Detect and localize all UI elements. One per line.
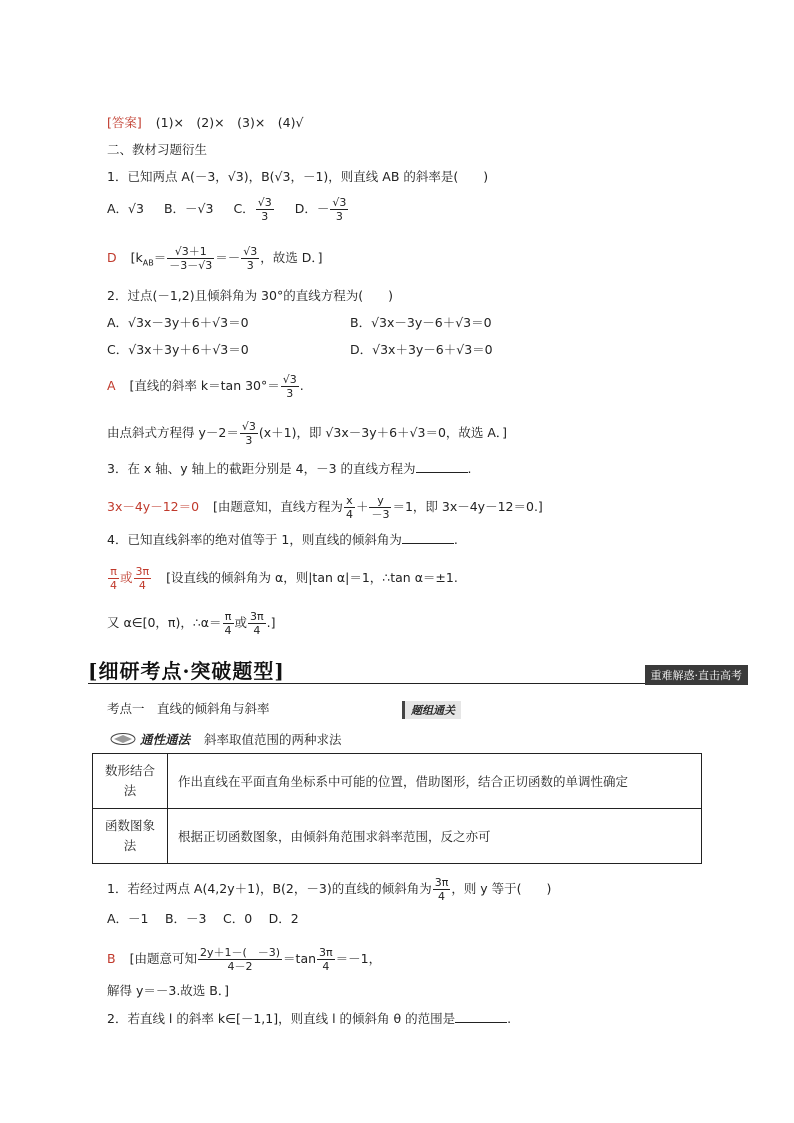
q1-option-c: C． $\frac{√3}{3}$ <box>233 196 272 223</box>
q3-stem: 3．在 x 轴、y 轴上的截距分别是 4，－3 的直线方程为 . <box>107 461 472 476</box>
answer-text: (1)× (2)× (3)× (4)√ <box>155 115 304 130</box>
p1-solution: B [由题意可知 $\frac{2y+1-( -3)}{4-2}$ ＝tan $\frac{3\pi}{4}$ ＝－1， <box>107 946 382 973</box>
method-icon <box>110 732 136 746</box>
table-row <box>93 809 702 864</box>
answer-tag: [答案] <box>107 115 142 130</box>
q1-option-d: D．－ $\frac{√3}{3}$ <box>294 196 347 223</box>
q2-option-c: C．√3x＋3y＋6＋√3＝0 <box>107 342 249 357</box>
p1-solution-2: 解得 y＝－3.故选 B．] <box>107 983 229 998</box>
method-title: 斜率取值范围的两种求法 <box>204 732 342 747</box>
q4-solution-2: 又 α∈[0，π)，∴α＝ $\frac{\pi}{4}$ 或 $\frac{3\pi}{4}$ .] <box>107 610 276 637</box>
q3-solution: 3x－4y－12＝0 [由题意知，直线方程为 $\frac{x}{4}$ ＋ $\frac{y}{-3}$ ＝1，即 3x－4y－12＝0.] <box>107 494 543 521</box>
answer-line <box>107 114 303 132</box>
q2-solution-2: 由点斜式方程得 y－2＝ $\frac{√3}{3}$ (x＋1)，即 √3x－3y＋6＋√3＝0，故选 A．] <box>107 420 508 447</box>
table-row <box>93 754 702 809</box>
q4-stem: 4．已知直线斜率的绝对值等于 1，则直线的倾斜角为 . <box>107 532 458 547</box>
p2-stem: 2．若直线 l 的斜率 k∈[－1,1]，则直线 l 的倾斜角 θ 的范围是 . <box>107 1011 512 1026</box>
section-title: [细研考点·突破题型] <box>88 659 285 683</box>
q3-answer: 3x－4y－12＝0 <box>107 499 200 514</box>
p1-options: A．－1 B．－3 C．0 D．2 <box>107 911 299 926</box>
q4-blank <box>402 531 454 544</box>
q4-solution-1: $\frac{\pi}{4}$ 或 $\frac{3\pi}{4}$ [设直线的倾斜角为 α，则|tan α|＝1，∴tan α＝±1. <box>107 565 458 592</box>
section-badge: 重难解惑·直击高考 <box>645 665 749 685</box>
point-title: 考点一 直线的倾斜角与斜率 <box>107 701 270 716</box>
method-key: 函数图象 法 <box>93 809 168 864</box>
methods-table <box>92 753 702 864</box>
q1-option-b: B．－√3 <box>163 201 214 216</box>
q1-answer-letter: D <box>107 250 117 265</box>
q1-option-a: A．√3 <box>107 201 144 216</box>
q4-answer: $\frac{\pi}{4}$ 或 $\frac{3\pi}{4}$ <box>110 565 150 592</box>
method-heading <box>110 730 342 748</box>
p1-answer-letter: B <box>107 951 116 966</box>
method-key: 数形结合 法 <box>93 754 168 809</box>
method-desc: 作出直线在平面直角坐标系中可能的位置，借助图形，结合正切函数的单调性确定 <box>168 754 702 809</box>
q2-option-d: D．√3x＋3y－6＋√3＝0 <box>350 342 493 357</box>
method-desc: 根据正切函数图象，由倾斜角范围求斜率范围，反之亦可 <box>168 809 702 864</box>
q1-solution: D [$k_{AB}=$ $\frac{√3+1}{-3-√3}$ ＝－ $\frac{√3}{3}$ ，故选 D．] <box>107 245 323 272</box>
q2-option-a: A．√3x－3y＋6＋√3＝0 <box>107 315 249 330</box>
p2-blank <box>455 1010 507 1023</box>
q2-stem: 2．过点(－1,2)且倾斜角为 30°的直线方程为( ) <box>107 288 393 303</box>
method-label: 通性通法 <box>140 732 191 747</box>
q1-options <box>107 196 349 223</box>
q2-solution-1: A [直线的斜率 k＝tan 30°＝ $\frac{√3}{3}$ . <box>107 373 304 400</box>
group-tag: 题组通关 <box>402 701 461 719</box>
q3-blank <box>416 460 468 473</box>
q1-stem: 1．已知两点 A(－3，√3)，B(√3，－1)，则直线 AB 的斜率是( ) <box>107 169 489 184</box>
p1-stem: 1．若经过两点 A(4,2y＋1)，B(2，－3)的直线的倾斜角为 $\frac{3\pi}{4}$ ，则 y 等于( ) <box>107 876 552 903</box>
q2-option-b: B．√3x－3y－6＋√3＝0 <box>350 315 492 330</box>
q2-answer-letter: A <box>107 378 116 393</box>
section2-title: 二、教材习题衍生 <box>107 142 208 157</box>
section-header <box>88 655 748 684</box>
